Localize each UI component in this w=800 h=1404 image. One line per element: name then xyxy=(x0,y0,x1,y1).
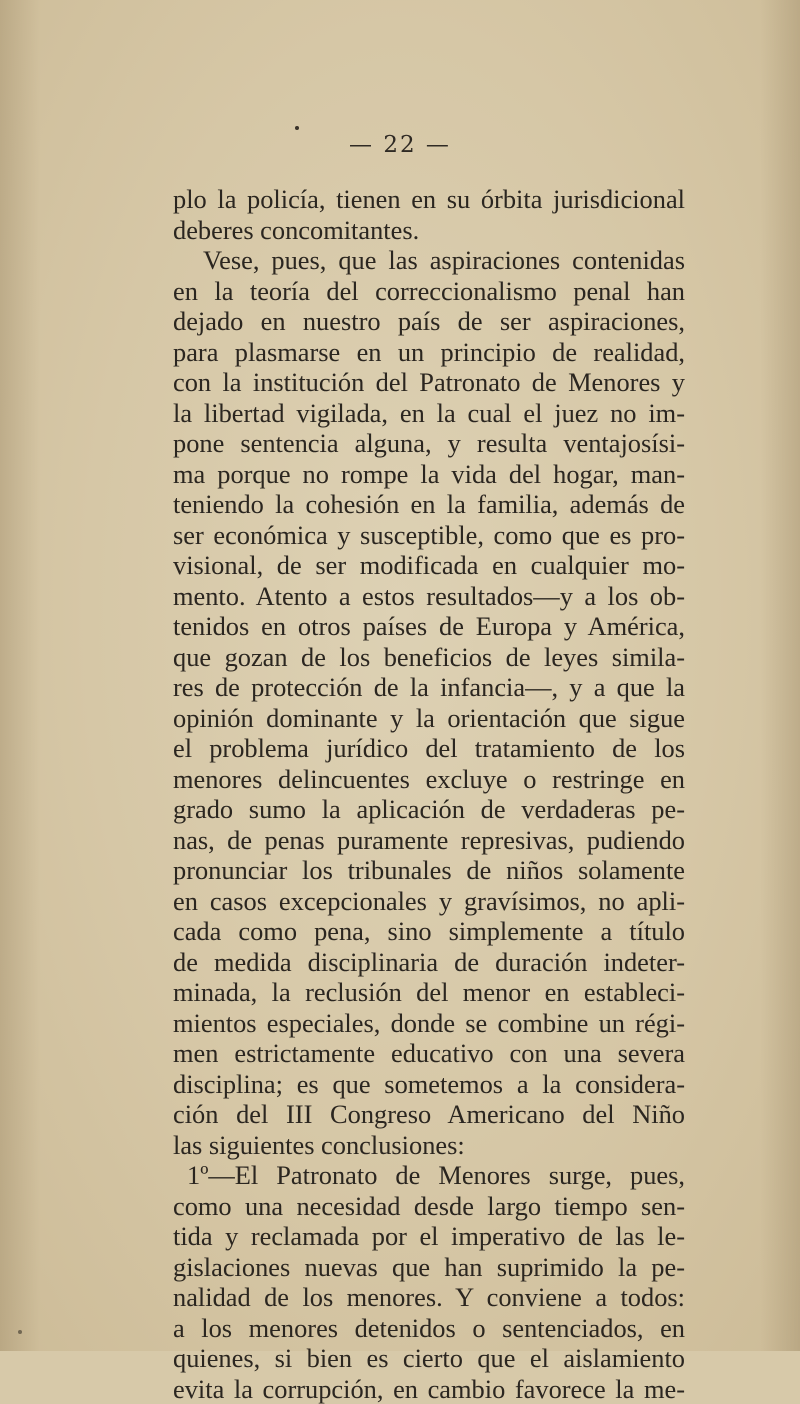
text-line: tida y reclamada por el imperativo de las le- xyxy=(173,1221,685,1252)
text-line: en la teoría del correccionalismo penal han xyxy=(173,276,685,307)
text-line: ción del III Congreso Americano del Niño xyxy=(173,1099,685,1130)
text-line: para plasmarse en un principio de realidad, xyxy=(173,337,685,368)
text-line: Vese, pues, que las aspiraciones contenidas xyxy=(173,245,685,276)
text-line: deberes concomitantes. xyxy=(173,215,685,246)
text-line: con la institución del Patronato de Menores y xyxy=(173,367,685,398)
text-line: ma porque no rompe la vida del hogar, man- xyxy=(173,459,685,490)
text-line: disciplina; es que sometemos a la considera- xyxy=(173,1069,685,1100)
text-line: dejado en nuestro país de ser aspiraciones, xyxy=(173,306,685,337)
ink-speck xyxy=(18,1330,22,1334)
text-line: opinión dominante y la orientación que sigue xyxy=(173,703,685,734)
text-line: en casos excepcionales y gravísimos, no apli- xyxy=(173,886,685,917)
text-line: teniendo la cohesión en la familia, además de xyxy=(173,489,685,520)
text-line: visional, de ser modificada en cualquier mo- xyxy=(173,550,685,581)
text-line: que gozan de los beneficios de leyes simila- xyxy=(173,642,685,673)
text-line: quienes, si bien es cierto que el aislamiento xyxy=(173,1343,685,1374)
text-line: evita la corrupción, en cambio favorece la me- xyxy=(173,1374,685,1404)
text-line: ser económica y susceptible, como que es pro- xyxy=(173,520,685,551)
text-line: men estrictamente educativo con una severa xyxy=(173,1038,685,1069)
page-number: — 22 — xyxy=(0,132,800,158)
text-line: mento. Atento a estos resultados—y a los ob- xyxy=(173,581,685,612)
text-line: las siguientes conclusiones: xyxy=(173,1130,685,1161)
text-line: de medida disciplinaria de duración indeter- xyxy=(173,947,685,978)
text-line: como una necesidad desde largo tiempo sen- xyxy=(173,1191,685,1222)
text-line: gislaciones nuevas que han suprimido la pe- xyxy=(173,1252,685,1283)
text-line: el problema jurídico del tratamiento de los xyxy=(173,733,685,764)
text-line: la libertad vigilada, en la cual el juez no im- xyxy=(173,398,685,429)
page-shadow-left xyxy=(0,0,40,1351)
text-line: plo la policía, tienen en su órbita jurisdicional xyxy=(173,184,685,215)
text-line: nalidad de los menores. Y conviene a todos: xyxy=(173,1282,685,1313)
text-line: pronunciar los tribunales de niños solamente xyxy=(173,855,685,886)
text-line: mientos especiales, donde se combine un régi- xyxy=(173,1008,685,1039)
text-line: tenidos en otros países de Europa y América, xyxy=(173,611,685,642)
text-line: nas, de penas puramente represivas, pudiendo xyxy=(173,825,685,856)
text-line: grado sumo la aplicación de verdaderas pe- xyxy=(173,794,685,825)
text-line: 1º—El Patronato de Menores surge, pues, xyxy=(173,1160,685,1191)
text-line: res de protección de la infancia—, y a que la xyxy=(173,672,685,703)
page-shadow-right xyxy=(760,0,800,1351)
ink-speck xyxy=(295,126,299,130)
text-line: minada, la reclusión del menor en estableci- xyxy=(173,977,685,1008)
text-line: a los menores detenidos o sentenciados, en xyxy=(173,1313,685,1344)
text-line: cada como pena, sino simplemente a título xyxy=(173,916,685,947)
text-line: pone sentencia alguna, y resulta ventajosísi- xyxy=(173,428,685,459)
text-line: menores delincuentes excluye o restringe en xyxy=(173,764,685,795)
body-text xyxy=(173,184,685,1404)
